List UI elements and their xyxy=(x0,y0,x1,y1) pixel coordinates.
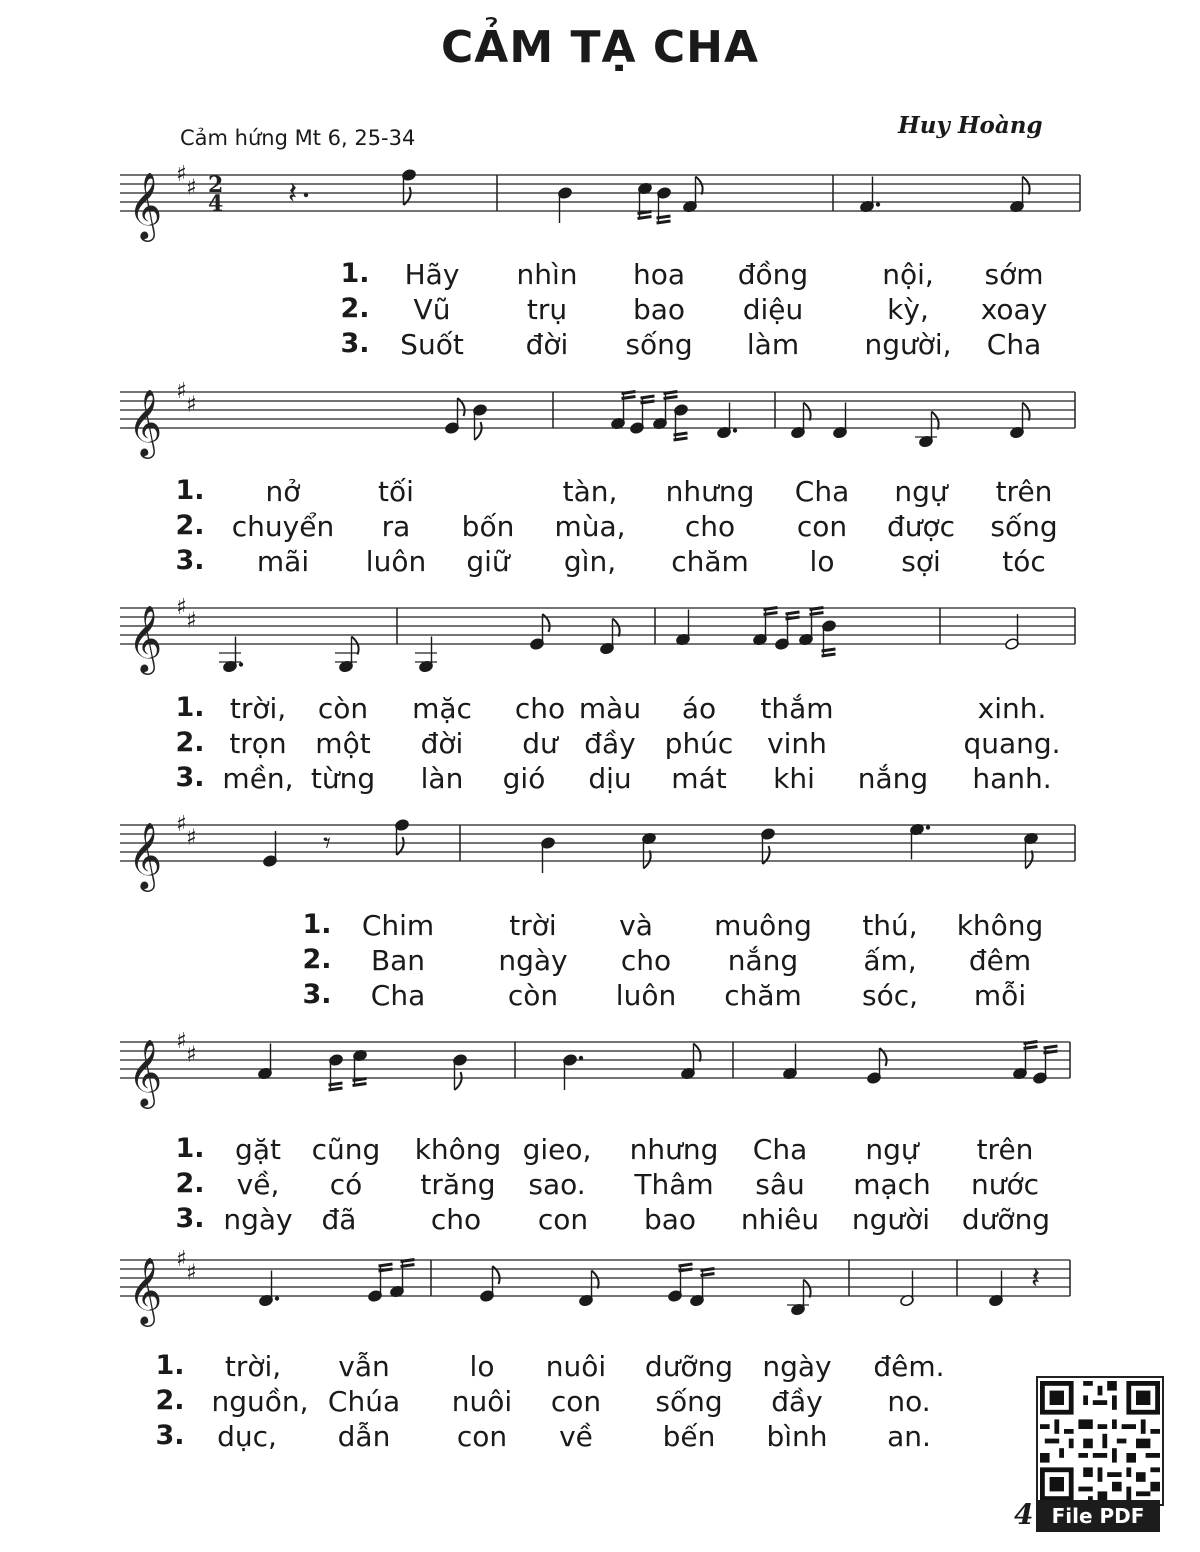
lyric-syllable: cho xyxy=(684,510,736,543)
beam xyxy=(1044,1046,1058,1048)
lyric-syllable: về xyxy=(559,1420,593,1453)
verse-number: 1. xyxy=(175,1133,205,1164)
qr-code-icon xyxy=(1040,1380,1160,1502)
beam xyxy=(810,608,824,610)
beam xyxy=(674,438,688,440)
beam xyxy=(638,212,652,214)
verse-number: 3. xyxy=(175,545,205,576)
verse-number: 3. xyxy=(175,762,205,793)
lyric-syllable: Hãy xyxy=(404,258,460,291)
eighth-flag xyxy=(694,1044,701,1062)
lyric-syllable: nhìn xyxy=(516,258,578,291)
lyric-syllable: trời xyxy=(509,909,557,942)
staff-system-6 xyxy=(0,1247,1200,1350)
eighth-flag xyxy=(1026,851,1033,869)
lyric-syllable: kỳ, xyxy=(887,293,929,326)
eighth-flag xyxy=(644,851,651,869)
lyric-syllable: nước xyxy=(970,1168,1040,1201)
beam xyxy=(679,1269,693,1271)
lyric-syllable: vinh xyxy=(767,727,827,760)
lyric-syllable: bao xyxy=(632,293,686,326)
lyric-syllable: nhưng xyxy=(629,1133,719,1166)
eighth-flag xyxy=(1023,403,1030,421)
treble-clef-icon: 𝄞 xyxy=(128,604,163,672)
beam xyxy=(657,221,671,223)
time-signature-top: 2 xyxy=(208,172,224,198)
lyric-syllable: trụ xyxy=(526,293,568,326)
lyric-syllable: đầy xyxy=(771,1385,823,1418)
quarter-rest-icon: 𝄽 xyxy=(288,176,298,211)
verse-number: 1. xyxy=(175,475,205,506)
lyric-syllable: khi xyxy=(773,762,815,795)
qr-file-pdf-label[interactable]: File PDF xyxy=(1036,1500,1160,1532)
lyric-syllable: tàn, xyxy=(562,475,618,508)
beam xyxy=(822,654,836,656)
lyric-syllable: cho xyxy=(430,1203,482,1236)
lyric-syllable: luôn xyxy=(615,979,677,1012)
lyric-syllable: đời xyxy=(420,727,464,760)
lyric-syllable: trăng xyxy=(420,1168,496,1201)
lyric-syllable: lo xyxy=(469,1350,495,1383)
beam xyxy=(641,396,655,398)
time-signature-bottom: 4 xyxy=(208,191,224,217)
lyric-syllable: Chúa xyxy=(327,1385,401,1418)
lyric-syllable: sớm xyxy=(984,258,1044,291)
lyric-syllable: được xyxy=(886,510,956,543)
lyric-syllable: nội, xyxy=(882,258,934,291)
eighth-flag xyxy=(455,1072,462,1090)
beam xyxy=(664,392,678,394)
lyric-syllable: trời, xyxy=(224,1350,282,1383)
lyric-syllable: Suốt xyxy=(400,328,464,361)
treble-clef-icon: 𝄞 xyxy=(128,171,163,239)
verse-number: 2. xyxy=(175,1168,205,1199)
lyric-syllable: hoa xyxy=(632,258,686,291)
verse-number: 2. xyxy=(175,510,205,541)
lyric-syllable: Thâm xyxy=(634,1168,714,1201)
sharp-c-icon: ♯ xyxy=(186,1042,197,1068)
lyric-syllable: đời xyxy=(525,328,569,361)
lyric-syllable: Cha xyxy=(370,979,426,1012)
eighth-flag xyxy=(696,177,703,195)
lyric-syllable: diệu xyxy=(742,293,804,326)
composer-name: Huy Hoàng xyxy=(898,112,1043,139)
lyric-syllable: sóc, xyxy=(861,979,919,1012)
beam xyxy=(657,216,671,218)
lyric-syllable: con xyxy=(456,1420,508,1453)
verse-number: 1. xyxy=(155,1350,185,1381)
lyric-syllable: cho xyxy=(620,944,672,977)
lyric-syllable: ngự xyxy=(865,1133,919,1166)
eighth-rest-icon: 𝄾 xyxy=(323,826,331,861)
lyric-syllable: dịu xyxy=(588,762,632,795)
lyric-syllable: sợi xyxy=(901,545,941,578)
page-number: 4 xyxy=(1014,1498,1034,1531)
sharp-f-icon: ♯ xyxy=(176,595,187,620)
lyric-syllable: trên xyxy=(976,1133,1034,1166)
treble-clef-icon: 𝄞 xyxy=(128,388,163,456)
sharp-f-icon: ♯ xyxy=(176,1029,187,1054)
lyric-syllable: sâu xyxy=(755,1168,805,1201)
inspiration-note: Cảm hứng Mt 6, 25-34 xyxy=(180,126,416,150)
lyric-syllable: đầy xyxy=(584,727,636,760)
verse-number: 2. xyxy=(302,944,332,975)
lyric-syllable: thú, xyxy=(862,909,918,942)
lyric-syllable: Vũ xyxy=(413,293,451,326)
lyric-syllable: mỗi xyxy=(973,979,1027,1012)
augmentation-dot xyxy=(876,202,880,206)
sharp-c-icon: ♯ xyxy=(186,175,197,201)
beam xyxy=(764,608,778,610)
lyric-syllable: nguồn, xyxy=(211,1385,309,1418)
lyric-syllable: an. xyxy=(887,1420,931,1453)
lyric-syllable: bao xyxy=(643,1203,697,1236)
treble-clef-icon: 𝄞 xyxy=(128,821,163,889)
lyric-syllable: nhiêu xyxy=(740,1203,820,1236)
beam xyxy=(638,217,652,219)
verse-number: 1. xyxy=(340,258,370,289)
lyric-syllable: đêm xyxy=(968,944,1032,977)
beam xyxy=(1024,1047,1038,1049)
lyric-syllable: chuyển xyxy=(231,510,335,543)
lyric-syllable: người, xyxy=(864,328,952,361)
verse-number: 3. xyxy=(302,979,332,1010)
lyric-syllable: thắm xyxy=(760,692,834,725)
eighth-flag xyxy=(475,422,482,440)
augmentation-dot xyxy=(926,825,930,829)
verse-number: 2. xyxy=(340,293,370,324)
eighth-flag xyxy=(1023,177,1030,195)
sharp-f-icon: ♯ xyxy=(176,162,187,187)
eighth-flag xyxy=(592,1271,599,1289)
lyric-syllable: nuôi xyxy=(451,1385,513,1418)
staff-system-3 xyxy=(0,595,1200,698)
lyric-syllable: ngày xyxy=(498,944,568,977)
lyric-syllable: bình xyxy=(766,1420,828,1453)
beam xyxy=(674,433,688,435)
lyric-syllable: nắng xyxy=(857,762,929,795)
lyric-syllable: mãi xyxy=(256,545,310,578)
verse-number: 2. xyxy=(155,1385,185,1416)
lyric-syllable: nắng xyxy=(727,944,799,977)
lyric-syllable: ra xyxy=(381,510,411,543)
eighth-flag xyxy=(932,412,939,430)
eighth-flag xyxy=(804,1280,811,1298)
verse-number: 3. xyxy=(175,1203,205,1234)
song-title: CẢM TẠ CHA xyxy=(441,22,759,73)
lyric-syllable: mền, xyxy=(222,762,294,795)
lyric-syllable: Chim xyxy=(361,909,435,942)
lyric-syllable: con xyxy=(796,510,848,543)
sharp-f-icon: ♯ xyxy=(176,1247,187,1272)
lyric-syllable: không xyxy=(956,909,1044,942)
lyric-syllable: không xyxy=(414,1133,502,1166)
lyric-syllable: đồng xyxy=(737,258,809,291)
lyric-syllable: bốn xyxy=(461,510,515,543)
lyric-syllable: Cha xyxy=(752,1133,808,1166)
lyric-syllable: cũng xyxy=(311,1133,381,1166)
lyric-syllable: sao. xyxy=(528,1168,586,1201)
lyric-syllable: làm xyxy=(746,328,800,361)
lyric-syllable: gìn, xyxy=(563,545,617,578)
verse-number: 2. xyxy=(175,727,205,758)
lyric-syllable: đêm. xyxy=(873,1350,945,1383)
lyric-syllable: dưỡng xyxy=(961,1203,1051,1236)
lyric-syllable: dư xyxy=(522,727,558,760)
lyric-syllable: áo xyxy=(681,692,717,725)
sharp-c-icon: ♯ xyxy=(186,608,197,634)
beam xyxy=(822,649,836,651)
augmentation-dot xyxy=(239,662,243,666)
eighth-flag xyxy=(804,403,811,421)
beam xyxy=(379,1264,393,1266)
augmentation-dot xyxy=(275,1296,279,1300)
verse-number: 1. xyxy=(302,909,332,940)
lyric-syllable: quang. xyxy=(963,727,1061,760)
treble-clef-icon: 𝄞 xyxy=(128,1038,163,1106)
lyric-syllable: Cha xyxy=(794,475,850,508)
lyric-syllable: sống xyxy=(655,1385,723,1418)
lyric-syllable: dục, xyxy=(217,1420,277,1453)
qr-code[interactable] xyxy=(1036,1376,1164,1506)
beam xyxy=(641,401,655,403)
lyric-syllable: gặt xyxy=(235,1133,281,1166)
lyric-syllable: dưỡng xyxy=(644,1350,734,1383)
beam xyxy=(622,397,636,399)
lyric-syllable: con xyxy=(537,1203,589,1236)
lyric-syllable: chăm xyxy=(724,979,802,1012)
beam xyxy=(701,1274,715,1276)
lyric-syllable: cho xyxy=(514,692,566,725)
lyric-syllable: gió xyxy=(502,762,546,795)
sharp-c-icon: ♯ xyxy=(186,825,197,851)
verse-number: 1. xyxy=(175,692,205,723)
lyric-syllable: mạch xyxy=(853,1168,931,1201)
lyric-syllable: tối xyxy=(378,475,414,508)
staff-system-2 xyxy=(0,379,1200,482)
sharp-c-icon: ♯ xyxy=(186,392,197,418)
beam xyxy=(329,1083,343,1085)
lyric-syllable: mùa, xyxy=(554,510,626,543)
beam xyxy=(353,1084,367,1086)
eighth-flag xyxy=(352,637,359,655)
staff-system-1 xyxy=(0,162,1200,255)
lyric-syllable: ấm, xyxy=(863,944,917,977)
lyric-syllable: sống xyxy=(990,510,1058,543)
beam xyxy=(701,1269,715,1271)
beam xyxy=(353,1079,367,1081)
lyric-syllable: muông xyxy=(714,909,812,942)
lyric-syllable: xinh. xyxy=(977,692,1047,725)
beam xyxy=(1044,1051,1058,1053)
beam xyxy=(679,1264,693,1266)
lyric-syllable: từng xyxy=(310,762,376,795)
lyric-syllable: gieo, xyxy=(522,1133,592,1166)
lyric-syllable: con xyxy=(550,1385,602,1418)
lyric-syllable: hanh. xyxy=(972,762,1052,795)
lyric-syllable: luôn xyxy=(365,545,427,578)
lyric-syllable: còn xyxy=(507,979,559,1012)
lyric-syllable: ngày xyxy=(223,1203,293,1236)
lyric-syllable: xoay xyxy=(980,293,1048,326)
beam xyxy=(786,612,800,614)
lyric-syllable: Ban xyxy=(370,944,426,977)
lyric-syllable: tóc xyxy=(1002,545,1046,578)
beam xyxy=(786,617,800,619)
lyric-syllable: nuôi xyxy=(545,1350,607,1383)
lyric-syllable: nở xyxy=(265,475,301,508)
sharp-c-icon: ♯ xyxy=(186,1260,197,1286)
sharp-f-icon: ♯ xyxy=(176,379,187,404)
staff-system-4 xyxy=(0,812,1200,915)
beam xyxy=(764,613,778,615)
lyric-syllable: nhưng xyxy=(665,475,755,508)
lyric-syllable: phúc xyxy=(664,727,734,760)
beam xyxy=(329,1088,343,1090)
lyric-syllable: sống xyxy=(625,328,693,361)
staff-system-5 xyxy=(0,1029,1200,1132)
lyric-syllable: no. xyxy=(887,1385,931,1418)
lyric-syllable: người xyxy=(851,1203,931,1236)
quarter-rest-icon: 𝄽 xyxy=(1031,1261,1041,1296)
lyric-syllable: về, xyxy=(236,1168,280,1201)
lyric-syllable: và xyxy=(619,909,653,942)
lyric-syllable: ngày xyxy=(762,1350,832,1383)
augmentation-dot xyxy=(579,1056,583,1060)
lyric-syllable: còn xyxy=(317,692,369,725)
augmentation-dot xyxy=(733,428,737,432)
beam xyxy=(401,1260,415,1262)
lyric-syllable: ngự xyxy=(894,475,948,508)
lyric-syllable: một xyxy=(315,727,371,760)
sharp-f-icon: ♯ xyxy=(176,812,187,837)
lyric-syllable: màu xyxy=(578,692,642,725)
beam xyxy=(664,397,678,399)
lyric-syllable: Cha xyxy=(986,328,1042,361)
lyric-syllable: trời, xyxy=(229,692,287,725)
beam xyxy=(401,1265,415,1267)
lyric-syllable: trên xyxy=(995,475,1053,508)
beam xyxy=(1024,1042,1038,1044)
lyric-syllable: vẫn xyxy=(338,1350,390,1383)
lyric-syllable: mặc xyxy=(412,692,472,725)
lyric-syllable: có xyxy=(329,1168,363,1201)
verse-number: 3. xyxy=(340,328,370,359)
lyric-syllable: mát xyxy=(671,762,727,795)
treble-clef-icon: 𝄞 xyxy=(128,1256,163,1324)
beam xyxy=(622,392,636,394)
lyric-syllable: làn xyxy=(420,762,464,795)
lyric-syllable: bến xyxy=(662,1420,716,1453)
lyric-syllable: đã xyxy=(321,1203,357,1236)
lyric-syllable: giữ xyxy=(466,545,510,578)
eighth-flag xyxy=(613,619,620,637)
beam xyxy=(379,1269,393,1271)
lyric-syllable: trọn xyxy=(229,727,287,760)
lyric-syllable: lo xyxy=(809,545,835,578)
verse-number: 3. xyxy=(155,1420,185,1451)
lyric-syllable: chăm xyxy=(671,545,749,578)
beam xyxy=(810,613,824,615)
lyric-syllable: dẫn xyxy=(337,1420,391,1453)
